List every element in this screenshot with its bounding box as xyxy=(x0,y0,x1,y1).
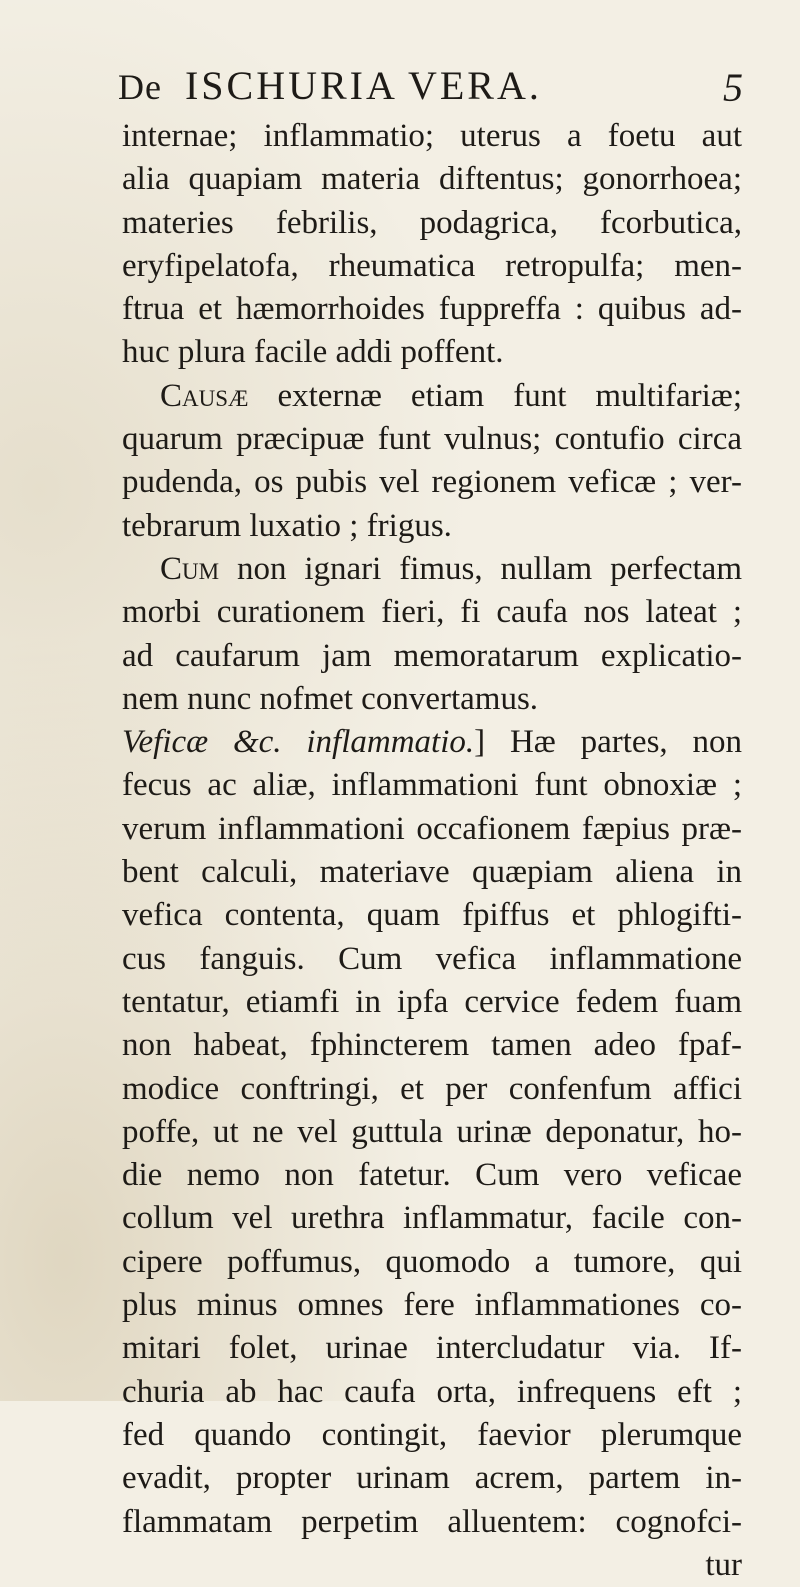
running-head-title: ISCHURIA VERA. xyxy=(184,63,542,108)
text-line: cipere poffumus, quomodo a tumore, qui xyxy=(122,1243,742,1280)
text-line: Cum non ignari fimus, nullam perfectam xyxy=(160,550,742,587)
text-line: bent calculi, materiave quæpiam aliena in xyxy=(122,854,742,891)
text-line: morbi curationem fieri, fi caufa nos lateat ; xyxy=(122,594,742,631)
text-line: materies febrilis, podagrica, fcorbutica, xyxy=(122,204,742,241)
text-line: non habeat, fphincterem tamen adeo fpaf- xyxy=(122,1027,742,1064)
text-line: mitari folet, urinae intercludatur via. If- xyxy=(122,1330,742,1367)
text-line: Causæ externæ etiam funt multifariæ; xyxy=(160,377,742,414)
section-lead: Veficæ &c. inflammatio. xyxy=(122,724,475,761)
text-line: ad caufarum jam memoratarum explicatio- xyxy=(122,637,742,674)
text-line: fed quando contingit, faevior plerumque xyxy=(122,1416,742,1453)
page-number: 5 xyxy=(723,65,743,110)
text-line: pudenda, os pubis vel regionem veficæ ; ver- xyxy=(122,464,742,501)
body-text xyxy=(122,115,742,1587)
text-line: evadit, propter urinam acrem, partem in- xyxy=(122,1460,742,1497)
text-line: internae; inflammatio; uterus a foetu aut xyxy=(122,118,742,154)
text-line: vefica contenta, quam fpiffus et phlogifti- xyxy=(122,897,742,934)
text-line: flammatam perpetim alluentem: cognofci- xyxy=(122,1503,742,1540)
running-head xyxy=(118,62,678,109)
text-line: tentatur, etiamfi in ipfa cervice fedem fuam xyxy=(122,983,742,1020)
text-line: modice conftringi, et per confenfum affici xyxy=(122,1070,742,1107)
text-line: nem nunc nofmet convertamus. xyxy=(122,680,539,717)
text-line: verum inflammationi occafionem fæpius præ- xyxy=(122,810,742,847)
text-line: quarum præcipuæ funt vulnus; contufio circa xyxy=(122,421,742,458)
text-line: ftrua et hæmorrhoides fuppreffa : quibus ad- xyxy=(122,291,742,328)
text-line: eryfipelatofa, rheumatica retropulfa; men- xyxy=(122,247,742,284)
text-line: alia quapiam materia diftentus; gonorrhoea; xyxy=(122,161,742,198)
section-lead: Causæ xyxy=(160,377,249,414)
text-line: collum vel urethra inflammatur, facile con- xyxy=(122,1200,742,1237)
text-line: churia ab hac caufa orta, infrequens eft ; xyxy=(122,1373,742,1410)
text-line: plus minus omnes fere inflammationes co- xyxy=(122,1287,742,1324)
text-line: poffe, ut ne vel guttula urinæ deponatur, ho- xyxy=(122,1113,742,1150)
section-lead: Cum xyxy=(160,550,220,587)
text-line: huc plura facile addi poffent. xyxy=(122,334,504,371)
text-line: cus fanguis. Cum vefica inflammatione xyxy=(122,940,742,977)
text-line: fecus ac aliæ, inflammationi funt obnoxiæ ; xyxy=(122,767,742,804)
catchword: tur xyxy=(705,1546,742,1583)
text-line: Veficæ &c. inflammatio.] Hæ partes, non xyxy=(122,724,742,761)
text-line: die nemo non fatetur. Cum vero veficae xyxy=(122,1157,742,1194)
running-head-prefix: De xyxy=(118,67,162,107)
text-line: tebrarum luxatio ; frigus. xyxy=(122,507,452,544)
